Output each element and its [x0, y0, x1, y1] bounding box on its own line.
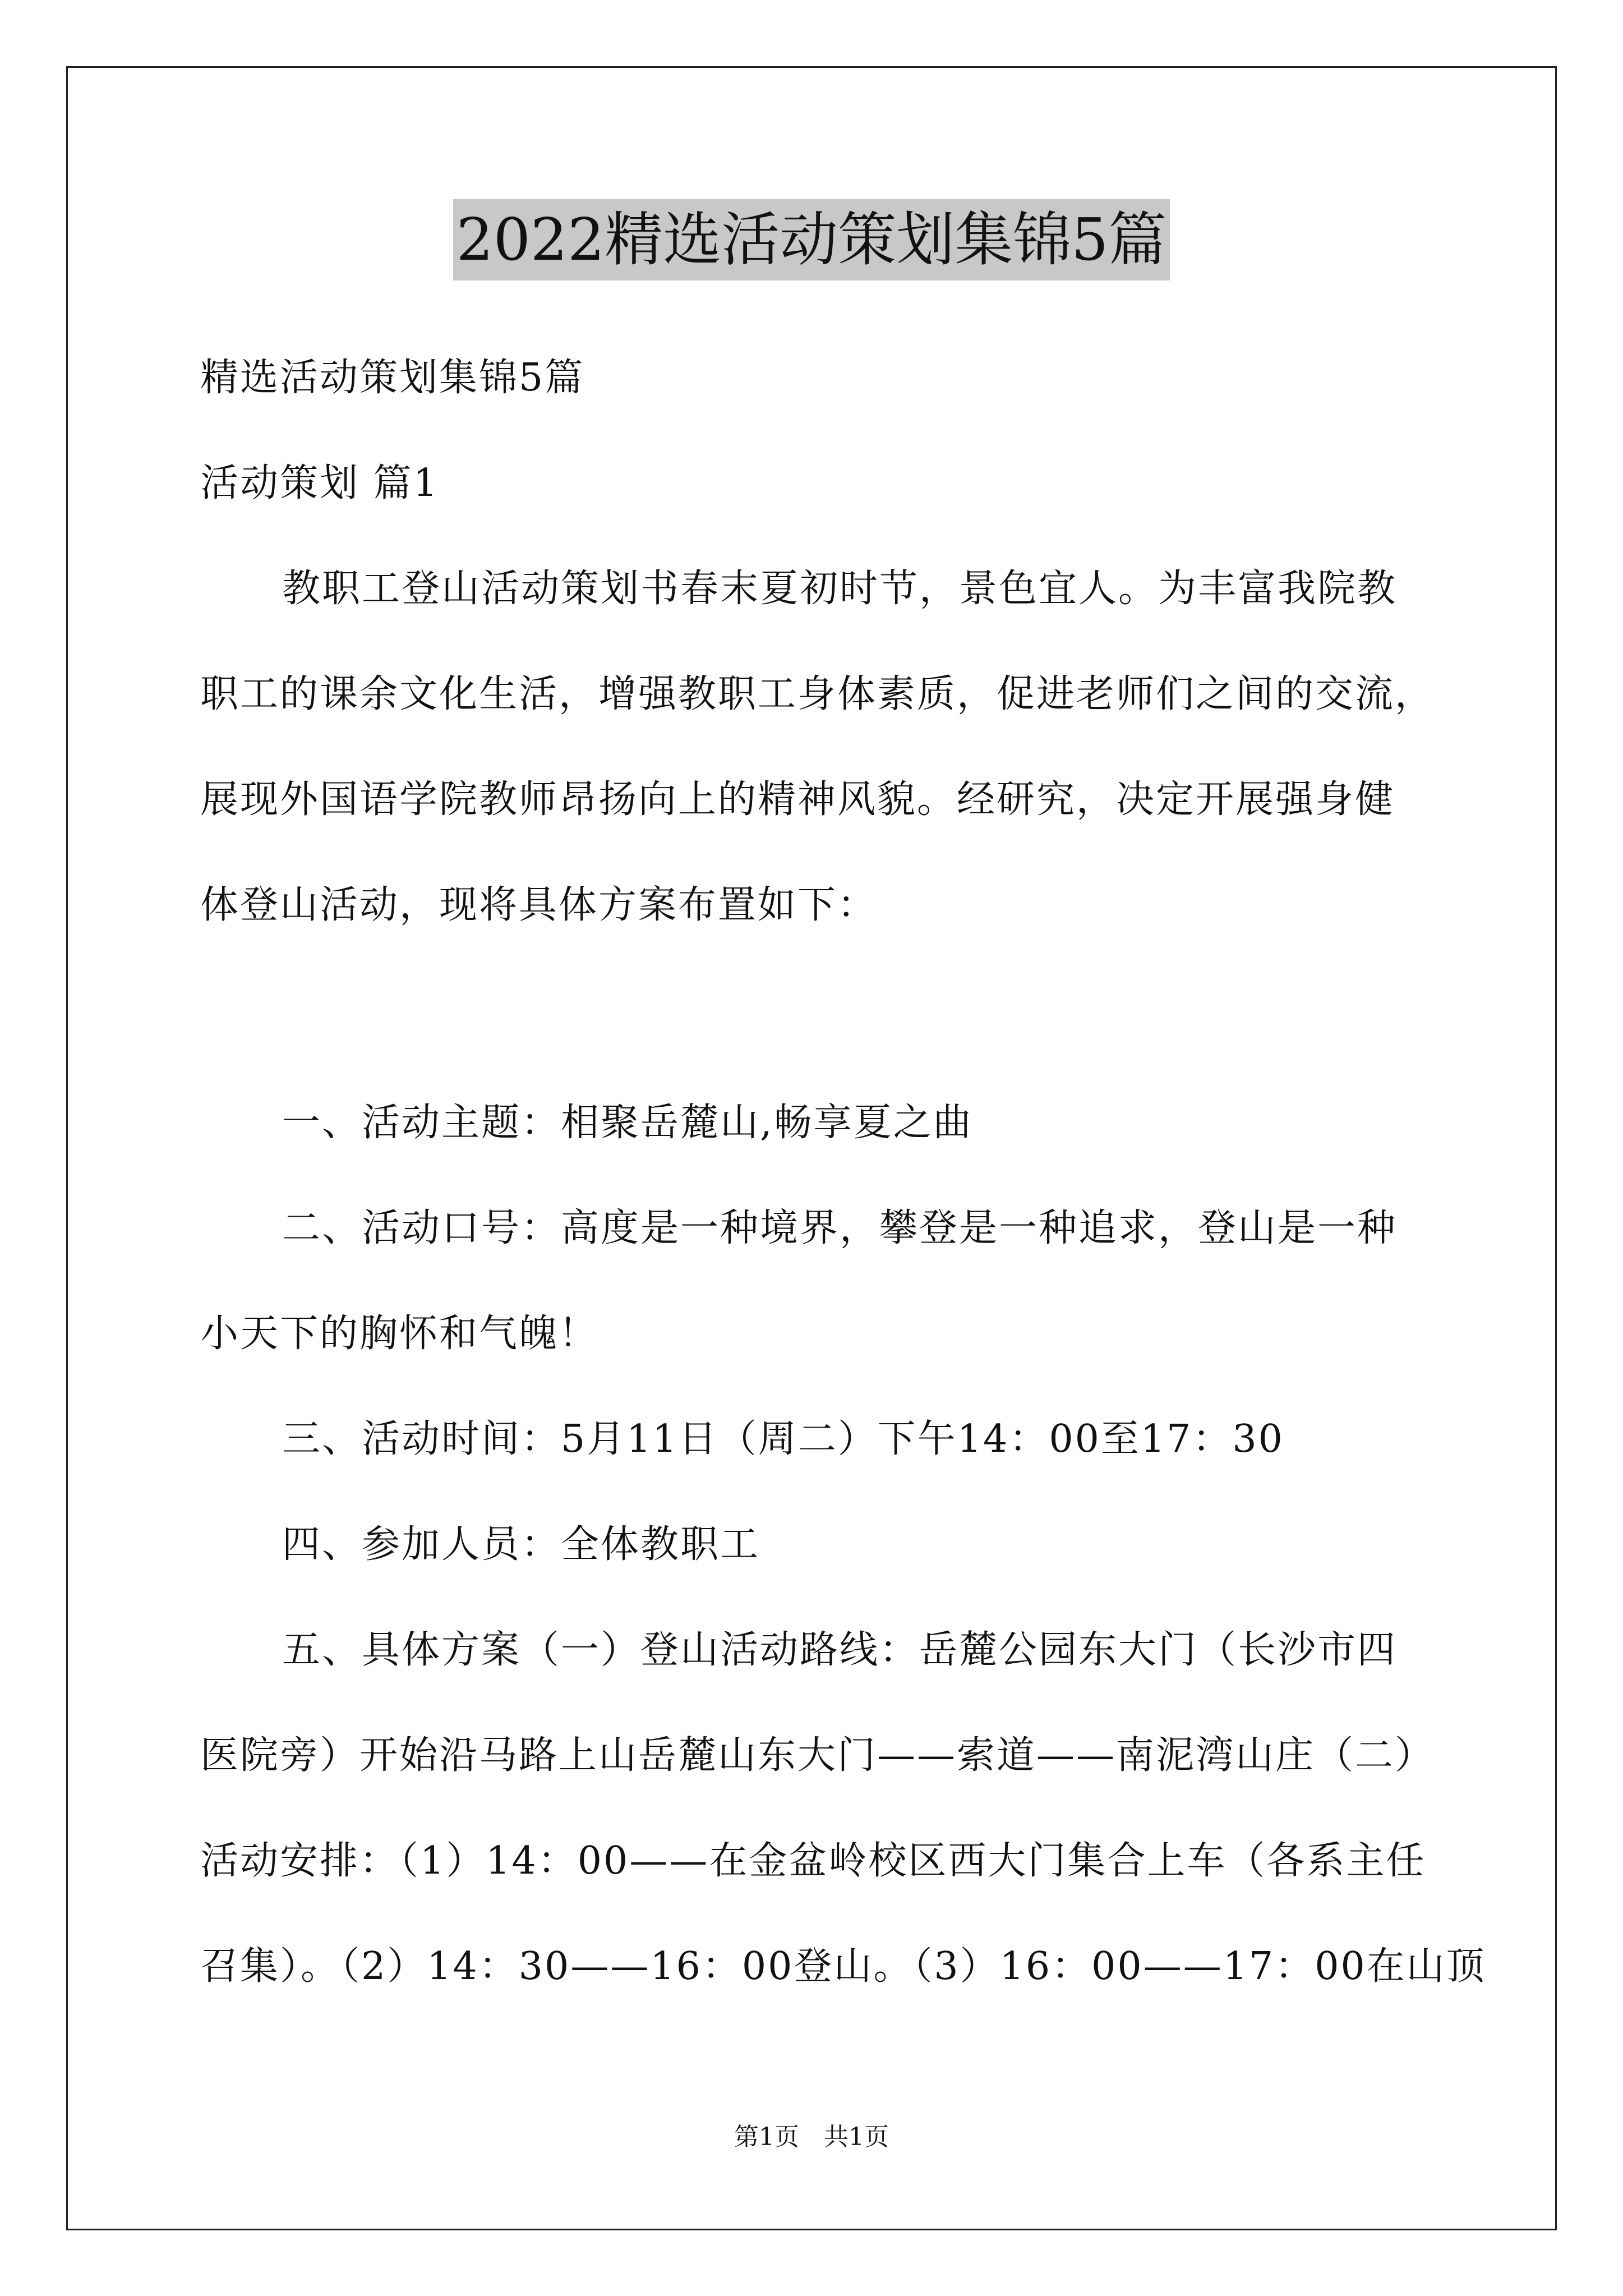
intro-paragraph	[200, 536, 1468, 958]
plan-paragraph	[200, 1598, 1486, 2019]
intro-line: 教职工登山活动策划书春末夏初时节，景色宜人。为丰富我院教	[282, 567, 1398, 611]
plan-line: 五、具体方案（一）登山活动路线：岳麓公园东大门（长沙市四	[282, 1628, 1398, 1672]
plan-line: 活动安排：（1）14：00——在金盆岭校区西大门集合上车（各系主任	[200, 1839, 1426, 1883]
time-line: 三、活动时间：5月11日（周二）下午14：00至17：30	[282, 1417, 1284, 1461]
page-number: 第1页 共1页	[734, 2123, 889, 2151]
document-title-text: 2022精选活动策划集锦5篇	[453, 199, 1170, 280]
theme-paragraph	[200, 1070, 1468, 1176]
slogan-paragraph	[200, 1176, 1468, 1387]
participants-paragraph	[200, 1492, 1468, 1598]
subtitle-line: 精选活动策划集锦5篇	[200, 356, 585, 400]
plan-line: 召集）。（2）14：30——16：00登山。（3）16：00——17：00在山顶	[200, 1944, 1486, 1989]
participants-line: 四、参加人员：全体教职工	[282, 1522, 760, 1567]
plan-line: 医院旁）开始沿马路上山岳麓山东大门——索道——南泥湾山庄（二）	[200, 1733, 1435, 1778]
document-subtitle	[200, 325, 1468, 431]
slogan-line: 二、活动口号：高度是一种境界，攀登是一种追求，登山是一种	[282, 1206, 1398, 1250]
intro-line: 体登山活动，现将具体方案布置如下：	[200, 883, 878, 927]
slogan-line: 小天下的胸怀和气魄！	[200, 1312, 599, 1356]
section-heading	[200, 431, 1468, 536]
page-footer	[0, 2120, 1623, 2154]
intro-line: 职工的课余文化生活，增强教职工身体素质，促进老师们之间的交流，	[200, 672, 1435, 716]
document-title	[0, 199, 1623, 280]
section-heading-line: 活动策划 篇1	[200, 461, 439, 505]
intro-line: 展现外国语学院教师昂扬向上的精神风貌。经研究，决定开展强身健	[200, 777, 1395, 822]
theme-line: 一、活动主题：相聚岳麓山,畅享夏之曲	[282, 1101, 973, 1145]
time-paragraph	[200, 1387, 1468, 1492]
